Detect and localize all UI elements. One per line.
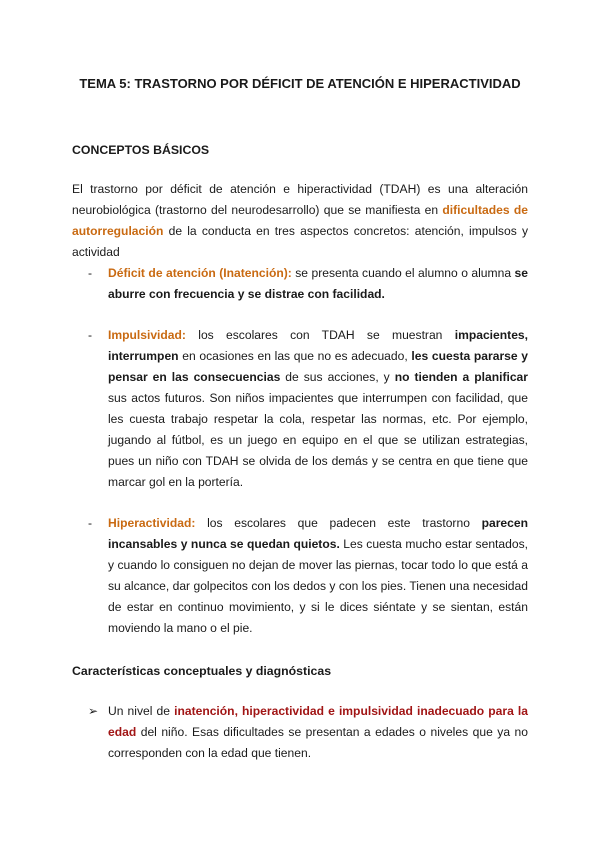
item-bold-text: parecen incansables y nunca se quedan quietos. — [108, 516, 528, 551]
list-item-impulsividad — [108, 325, 528, 493]
item-text: Les cuesta mucho estar sentados, y cuando lo consiguen no dejan de mover las piernas, tocar todo lo que está a su alcance, dar golpecitos con los dedos y con los pies. Tienen una necesidad de estar en continuo movimiento, y si le dices siéntate y se sientan, están moviendo la mano o el pie. — [108, 537, 528, 635]
char-text-2: del niño. Esas dificultades se presentan a edades o niveles que ya no corresponden con la edad que tienen. — [108, 725, 528, 760]
list-marker: - — [88, 266, 93, 280]
page-title: TEMA 5: TRASTORNO POR DÉFICIT DE ATENCIÓN E HIPERACTIVIDAD — [79, 76, 521, 91]
item-text: los escolares que padecen este trastorno — [195, 516, 482, 530]
item-label: Déficit de atención (Inatención): — [108, 266, 292, 280]
item-bold-text: impacientes, interrumpen — [108, 328, 528, 363]
item-label: Impulsividad: — [108, 328, 186, 342]
arrow-bullet-icon: ➢ — [88, 704, 99, 718]
item-bold-text: se aburre con frecuencia y se distrae con facilidad. — [108, 266, 528, 301]
char-highlight: inatención, hiperactividad e impulsividad inadecuado para la edad — [108, 704, 528, 739]
item-text: de sus acciones, y — [280, 370, 395, 384]
list-item-hiperactividad — [108, 513, 528, 639]
list-marker: - — [88, 328, 93, 342]
item-bold-text: les cuesta pararse y pensar en las consecuencias — [108, 349, 529, 384]
item-bold-text: no tienden a planificar — [394, 370, 528, 384]
item-label: Hiperactividad: — [108, 516, 196, 530]
intro-text-2: de la conducta en tres aspectos concretos: atención, impulsos y actividad — [72, 224, 528, 259]
char-text-1: Un nivel de — [108, 704, 175, 718]
list-item-inatencion — [108, 263, 528, 305]
item-text: los escolares con TDAH se muestran — [185, 328, 455, 342]
list-marker: - — [88, 516, 93, 530]
intro-paragraph — [72, 179, 528, 263]
section-heading-caracteristicas: Características conceptuales y diagnósticas — [72, 664, 332, 678]
item-text: en ocasiones en las que no es adecuado, — [178, 349, 412, 363]
characteristic-item — [108, 701, 528, 764]
section-heading-conceptos: CONCEPTOS BÁSICOS — [72, 143, 210, 157]
intro-text-1: El trastorno por déficit de atención e hiperactividad (TDAH) es una alteración neurobiológica (trastorno del neurodesarrollo) que se manifiesta en — [72, 182, 528, 217]
item-text: se presenta cuando el alumno o alumna — [291, 266, 515, 280]
intro-highlight: dificultades de autorregulación — [72, 203, 528, 238]
item-text: sus actos futuros. Son niños impacientes que interrumpen con facilidad, que les cuesta trabajo respetar la cola, respetar las normas, etc. Por ejemplo, jugando al fútbol, es un juego en equipo en el que se utilizan estrategias, pues un niño con TDAH se olvida de los demás y se centra en que tiene que marcar gol en la portería. — [108, 391, 528, 489]
